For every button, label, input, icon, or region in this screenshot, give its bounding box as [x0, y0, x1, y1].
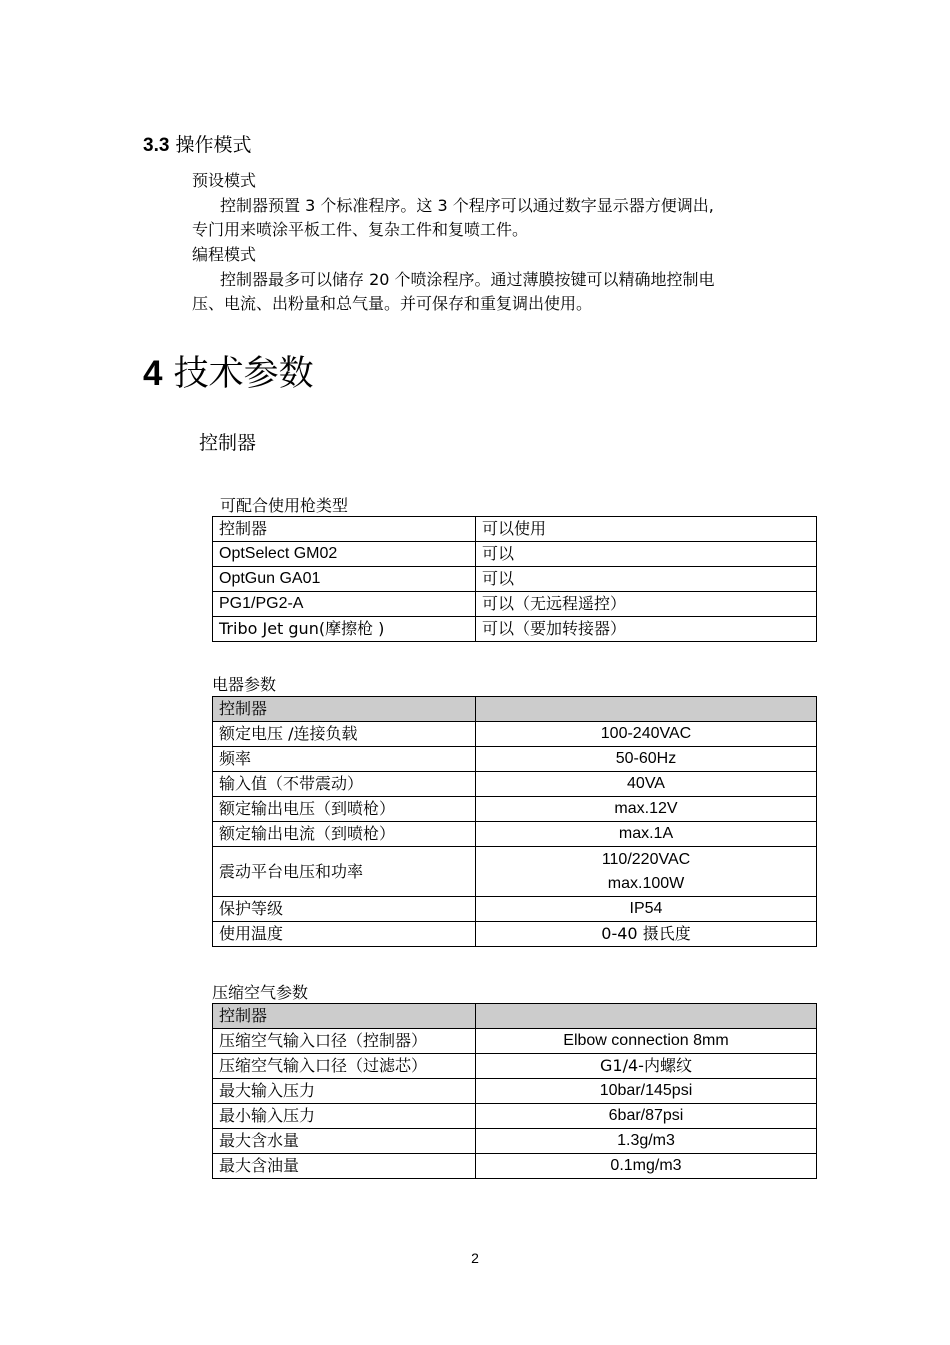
- cell-line: max.100W: [607, 874, 685, 892]
- section-number: 3.3: [143, 135, 170, 156]
- table-row: [213, 847, 817, 897]
- table-cell: 10bar/145psi: [476, 1079, 817, 1104]
- table-cell: Elbow connection 8mm: [476, 1029, 817, 1054]
- table-cell: IP54: [476, 897, 817, 922]
- table-cell: 最大含油量: [213, 1154, 476, 1179]
- table-cell: 控制器: [213, 697, 476, 722]
- guns-table: [212, 516, 817, 642]
- table-cell: 使用温度: [213, 922, 476, 947]
- table-cell: Tribo Jet gun(摩擦枪 ): [213, 617, 476, 642]
- table-cell: 可以使用: [476, 517, 817, 542]
- table-cell: 100-240VAC: [476, 722, 817, 747]
- program-heading: 编程模式: [192, 245, 257, 264]
- table-row: [213, 542, 817, 567]
- table-row: [213, 922, 817, 947]
- table-cell: 最小输入压力: [213, 1104, 476, 1129]
- page-number: 2: [471, 1250, 479, 1266]
- table-cell: 压缩空气输入口径（控制器）: [213, 1029, 476, 1054]
- table-cell: 1.3g/m3: [476, 1129, 817, 1154]
- table-cell: G1/4-内螺纹: [476, 1054, 817, 1079]
- air-table-caption: 压缩空气参数: [212, 983, 309, 1002]
- table-row: [213, 1029, 817, 1054]
- table-row: [213, 1154, 817, 1179]
- table-cell: 可以（无远程遥控）: [476, 592, 817, 617]
- chapter-title: 技术参数: [173, 354, 314, 394]
- preset-line-2: 专门用来喷涂平板工件、复杂工件和复喷工件。: [192, 220, 529, 239]
- table-header-row: [213, 697, 817, 722]
- table-cell: 40VA: [476, 772, 817, 797]
- table-cell: 50-60Hz: [476, 747, 817, 772]
- table-cell: 最大输入压力: [213, 1079, 476, 1104]
- table-cell: 可以: [476, 567, 817, 592]
- table-row: [213, 747, 817, 772]
- table-row: [213, 772, 817, 797]
- program-line-2: 压、电流、出粉量和总气量。并可保存和重复调出使用。: [192, 294, 593, 313]
- section-heading-3-3: [143, 130, 251, 157]
- table-cell: 6bar/87psi: [476, 1104, 817, 1129]
- cell-line: 110/220VAC: [601, 850, 691, 868]
- table-row: [213, 567, 817, 592]
- table-row: [213, 617, 817, 642]
- preset-line-1: 控制器预置 3 个标准程序。这 3 个程序可以通过数字显示器方便调出,: [220, 196, 714, 215]
- table-cell: [476, 697, 817, 722]
- table-cell: 震动平台电压和功率: [213, 847, 476, 897]
- table-cell: 压缩空气输入口径（过滤芯）: [213, 1054, 476, 1079]
- preset-heading: 预设模式: [192, 171, 257, 190]
- guns-table-caption: 可配合使用枪类型: [220, 496, 349, 515]
- chapter-number: 4: [143, 354, 163, 393]
- table-cell: 可以（要加转接器）: [476, 617, 817, 642]
- table-cell: 保护等级: [213, 897, 476, 922]
- table-row: [213, 1104, 817, 1129]
- table-cell: PG1/PG2-A: [213, 592, 476, 617]
- table-cell: 频率: [213, 747, 476, 772]
- table-cell: 控制器: [213, 517, 476, 542]
- controller-subheading: 控制器: [199, 432, 257, 454]
- table-row: [213, 797, 817, 822]
- table-row: [213, 1129, 817, 1154]
- electrical-table-caption: 电器参数: [212, 675, 277, 694]
- table-row: [213, 822, 817, 847]
- table-cell: max.1A: [476, 822, 817, 847]
- table-row: [213, 1079, 817, 1104]
- table-cell: OptGun GA01: [213, 567, 476, 592]
- table-cell: 额定输出电压（到喷枪）: [213, 797, 476, 822]
- electrical-table: [212, 696, 817, 947]
- table-cell: 额定输出电流（到喷枪）: [213, 822, 476, 847]
- table-header-row: [213, 1004, 817, 1029]
- table-cell: 0.1mg/m3: [476, 1154, 817, 1179]
- table-row: [213, 722, 817, 747]
- table-header-row: [213, 517, 817, 542]
- program-line-1: 控制器最多可以储存 20 个喷涂程序。通过薄膜按键可以精确地控制电: [220, 270, 715, 289]
- table-cell: OptSelect GM02: [213, 542, 476, 567]
- table-cell: max.12V: [476, 797, 817, 822]
- air-table: [212, 1003, 817, 1179]
- table-cell: 输入值（不带震动）: [213, 772, 476, 797]
- table-cell: 额定电压 /连接负载: [213, 722, 476, 747]
- section-title: 操作模式: [175, 134, 252, 156]
- table-cell: 可以: [476, 542, 817, 567]
- table-cell: 最大含水量: [213, 1129, 476, 1154]
- table-cell: [476, 1004, 817, 1029]
- table-cell: [476, 847, 817, 897]
- table-cell: 控制器: [213, 1004, 476, 1029]
- table-row: [213, 1054, 817, 1079]
- table-row: [213, 592, 817, 617]
- chapter-heading-4: [143, 346, 314, 396]
- table-cell: 0-40 摄氏度: [476, 922, 817, 947]
- table-row: [213, 897, 817, 922]
